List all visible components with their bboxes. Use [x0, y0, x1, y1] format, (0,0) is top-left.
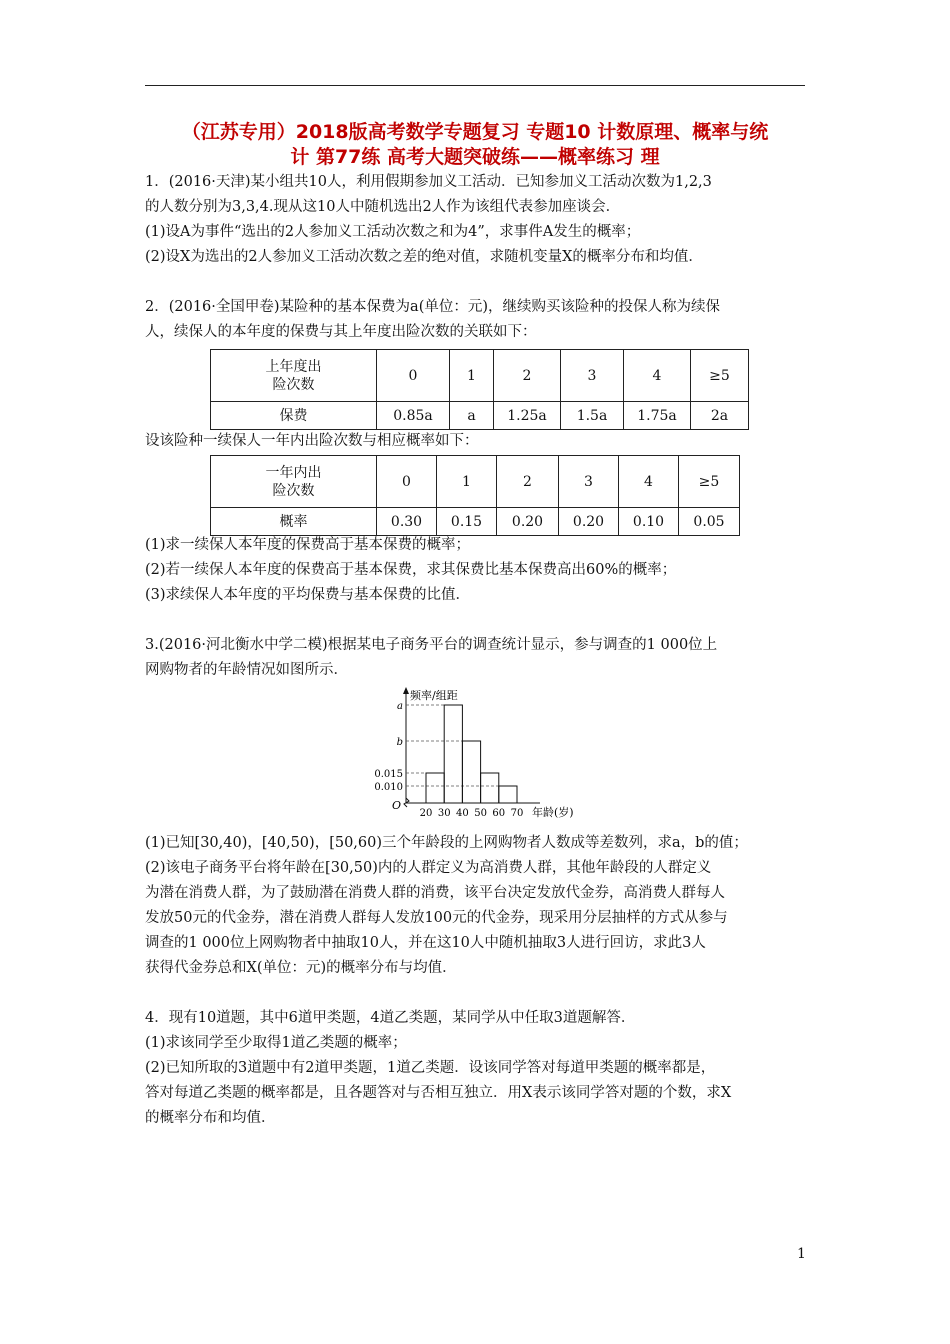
- premium-col-0: 0: [377, 350, 450, 402]
- premium-value-2: 1.25a: [494, 402, 561, 430]
- probability-table: [210, 455, 740, 536]
- q1-line-3: (1)设A为事件“选出的2人参加义工活动次数之和为4”，求事件A发生的概率；: [145, 224, 641, 240]
- y-tick-label-0: a: [397, 701, 403, 712]
- premium-col-3: 3: [561, 350, 624, 402]
- age-histogram: [360, 685, 600, 825]
- probability-col-4: 4: [619, 456, 679, 508]
- histogram-bar-1: [444, 705, 462, 803]
- premium-header-line-1: 上年度出: [265, 358, 322, 375]
- q2-line-6: (3)求续保人本年度的平均保费与基本保费的比值．: [145, 587, 471, 603]
- q3-line-7: 调查的1 000位上网购物者中抽取10人，并在这10人中随机抽取3人进行回访，求此3人: [145, 935, 706, 951]
- q3-line-3: (1)已知[30,40)，[40,50)，[50,60)三个年龄段的上网购物者人数成等差数列，求a，b的值；: [145, 835, 748, 851]
- probability-row-label: 概率: [211, 508, 377, 536]
- q2-line-4: (1)求一续保人本年度的保费高于基本保费的概率；: [145, 537, 471, 553]
- q3-line-1: 3.(2016·河北衡水中学二模)根据某电子商务平台的调查统计显示，参与调查的1 000位上: [145, 637, 718, 653]
- probability-col-5: ≥5: [679, 456, 740, 508]
- premium-col-2: 2: [494, 350, 561, 402]
- title-line-1: （江苏专用）2018版高考数学专题复习 专题10 计数原理、概率与统: [181, 121, 769, 143]
- probability-value-4: 0.10: [619, 508, 679, 536]
- x-tick-label-5: 70: [510, 808, 524, 819]
- q2-line-1: 2．(2016·全国甲卷)某险种的基本保费为a(单位：元)，继续购买该险种的投保人称为续保: [145, 299, 721, 315]
- q3-line-6: 发放50元的代金券，潜在消费人群每人发放100元的代金券，现采用分层抽样的方式从参与: [145, 910, 728, 926]
- q2-line-3: 设该险种一续保人一年内出险次数与相应概率如下：: [145, 433, 479, 449]
- probability-table-header: [211, 456, 377, 508]
- q2-line-2: 人，续保人的本年度的保费与其上年度出险次数的关联如下：: [145, 324, 537, 340]
- premium-col-1: 1: [450, 350, 494, 402]
- y-axis-label: 频率/组距: [410, 689, 458, 702]
- probability-value-0: 0.30: [377, 508, 437, 536]
- x-tick-label-1: 30: [437, 808, 451, 819]
- q4-line-3: (2)已知所取的3道题中有2道甲类题，1道乙类题．设该同学答对每道甲类题的概率都是，: [145, 1060, 716, 1076]
- x-tick-label-4: 60: [492, 808, 506, 819]
- q3-line-5: 为潜在消费人群，为了鼓励潜在消费人群的消费，该平台决定发放代金券，高消费人群每人: [145, 885, 725, 901]
- y-tick-label-1: b: [396, 737, 403, 748]
- document-title: [145, 120, 805, 170]
- q3-line-8: 获得代金券总和X(单位：元)的概率分布与均值．: [145, 960, 457, 976]
- x-tick-label-2: 40: [456, 808, 469, 819]
- premium-table-header: [211, 350, 377, 402]
- probability-col-3: 3: [559, 456, 619, 508]
- probability-header-line-1: 一年内出: [265, 464, 322, 481]
- x-tick-label-0: 20: [419, 808, 433, 819]
- histogram-bar-2: [462, 741, 480, 803]
- premium-header-line-2: 险次数: [272, 376, 315, 393]
- probability-col-1: 1: [437, 456, 497, 508]
- premium-value-3: 1.5a: [561, 402, 624, 430]
- premium-value-5: 2a: [691, 402, 749, 430]
- q1-line-4: (2)设X为选出的2人参加义工活动次数之差的绝对值，求随机变量X的概率分布和均值．: [145, 249, 703, 265]
- premium-row-label: 保费: [211, 402, 377, 430]
- q1-line-2: 的人数分别为3,3,4.现从这10人中随机选出2人作为该组代表参加座谈会．: [145, 199, 621, 215]
- probability-value-5: 0.05: [679, 508, 740, 536]
- page-number: 1: [797, 1246, 806, 1262]
- q4-line-4: 答对每道乙类题的概率都是，且各题答对与否相互独立．用X表示该同学答对题的个数，求X: [145, 1085, 732, 1101]
- probability-value-2: 0.20: [497, 508, 559, 536]
- q4-line-5: 的概率分布和均值．: [145, 1110, 276, 1126]
- x-axis-label: 年龄(岁): [532, 806, 574, 819]
- origin-label: O: [392, 799, 402, 812]
- y-tick-label-2: 0.015: [374, 769, 403, 780]
- y-tick-label-3: 0.010: [374, 782, 403, 793]
- histogram-bar-3: [481, 773, 499, 803]
- probability-value-3: 0.20: [559, 508, 619, 536]
- premium-value-0: 0.85a: [377, 402, 450, 430]
- q4-line-2: (1)求该同学至少取得1道乙类题的概率；: [145, 1035, 407, 1051]
- premium-table: [210, 349, 749, 430]
- q1-line-1: 1．(2016·天津)某小组共10人，利用假期参加义工活动．已知参加义工活动次数为1,2,3: [145, 174, 712, 190]
- probability-header-line-2: 险次数: [272, 482, 315, 499]
- histogram-bar-0: [426, 773, 444, 803]
- q3-line-2: 网购物者的年龄情况如图所示．: [145, 662, 348, 678]
- histogram-bar-4: [499, 786, 517, 803]
- premium-col-5: ≥5: [691, 350, 749, 402]
- premium-value-1: a: [450, 402, 494, 430]
- probability-col-0: 0: [377, 456, 437, 508]
- q4-line-1: 4．现有10道题，其中6道甲类题，4道乙类题，某同学从中任取3道题解答．: [145, 1010, 636, 1026]
- header-rule: [145, 85, 805, 86]
- y-axis-arrow: [403, 687, 409, 694]
- premium-value-4: 1.75a: [624, 402, 691, 430]
- title-line-2: 计 第77练 高考大题突破练——概率练习 理: [290, 146, 660, 168]
- q2-line-5: (2)若一续保人本年度的保费高于基本保费，求其保费比基本保费高出60%的概率；: [145, 562, 677, 578]
- probability-col-2: 2: [497, 456, 559, 508]
- x-tick-label-3: 50: [474, 808, 487, 819]
- probability-value-1: 0.15: [437, 508, 497, 536]
- q3-line-4: (2)该电子商务平台将年龄在[30,50)内的人群定义为高消费人群，其他年龄段的人群定义: [145, 860, 712, 876]
- premium-col-4: 4: [624, 350, 691, 402]
